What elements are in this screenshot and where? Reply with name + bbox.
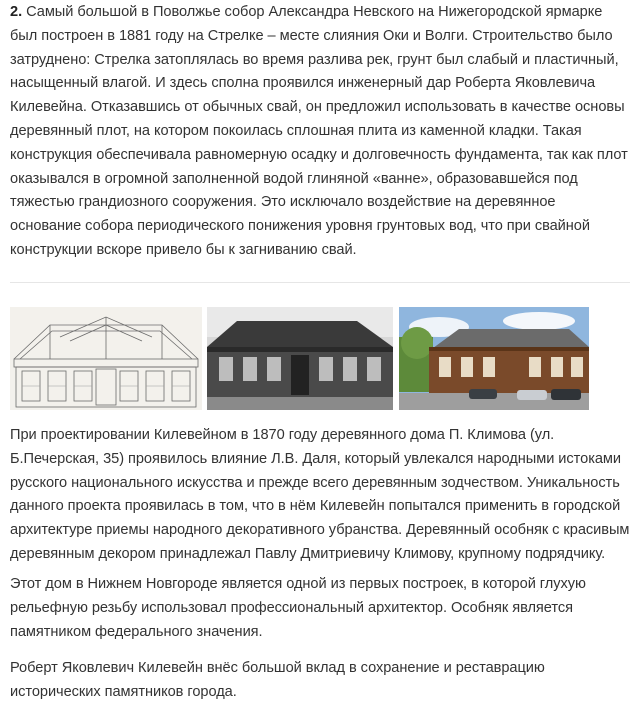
old-photo-illustration <box>207 307 393 410</box>
klimov-house-modern-photo-image[interactable] <box>399 307 589 410</box>
section-number: 2. <box>10 4 23 20</box>
paragraph-klimov-house: При проектировании Килевейном в 1870 году деревянного дома П. Климова (ул. Б.Печерская, 35) проявилось влияние Л.В. Даля, который увлекался народными истоками русского национального искусства и прежде всего деревянным зодчеством. Уникальность данного проекта проявилась в том, что в нём Килевейн попытался применить в городской архитектуре приемы народного декоративного убранства. Деревянный особняк с красивым деревянным декором принадлежал Павлу Дмитриевичу Климову, крупному подрядчику. <box>10 427 630 562</box>
section-divider <box>10 282 630 283</box>
paragraph-cathedral <box>10 1 630 263</box>
paragraph-contribution: Роберт Яковлевич Килевейн внёс большой вклад в сохранение и реставрацию исторических памятников города. <box>10 660 545 700</box>
paragraph-monument: Этот дом в Нижнем Новгороде является одной из первых построек, в которой глухую рельефную резьбу использовал профессиональный архитектор. Особняк является памятником федерального значения. <box>10 576 586 640</box>
klimov-house-drawing-image[interactable] <box>10 307 202 410</box>
klimov-house-old-photo-image[interactable] <box>207 307 393 410</box>
modern-photo-illustration <box>399 307 589 410</box>
paragraph-text: Самый большой в Поволжье собор Александра Невского на Нижегородской ярмарке был построен в 1881 году на Стрелке – месте слияния Оки и Волги. Строительство было затруднено: Стрелка затоплялась во время разлива рек, грунт был слабый и пластичный, насыщенный влагой. И здесь сполна проявился инженерный дар Роберта Яковлевича Килевейна. Отказавшись от обычных свай, он предложил использовать в качестве основы деревянный плот, на котором покоилась сплошная плита из каменной кладки. Такая конструкция обеспечивала равномерную осадку и долговечность фундамента, так как плот оказывался в огромной заполненной водой глиняной «ванне», образовавшейся под тяжестью грандиозного сооружения. Это исключало воздействие на деревянное основание собора периодического понижения уровня грунтовых вод, что при свайной конструкции вскоре привело бы к загниванию свай. <box>10 4 628 258</box>
drawing-illustration <box>10 307 202 410</box>
